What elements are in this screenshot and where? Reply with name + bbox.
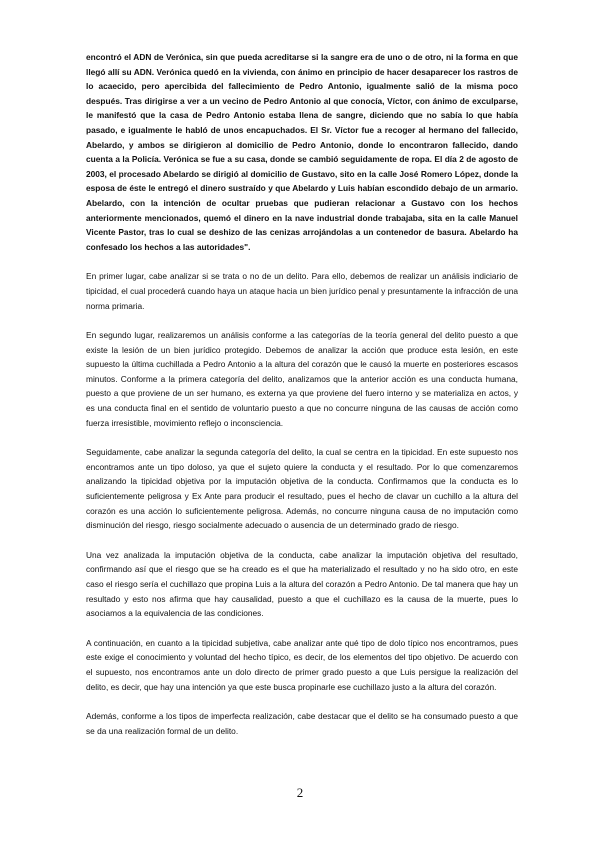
quoted-facts-paragraph: encontró el ADN de Verónica, sin que pueda acreditarse si la sangre era de uno o de otro, ni la forma en que llegó allí su ADN. Verónica quedó en la vivienda, con ánimo en principio de hacer desaparecer los rastros de lo acaecido, pero apercibida del fallecimiento de Pedro Antonio, igualmente salió de la misma poco después. Tras dirigirse a ver a un vecino de Pedro Antonio al que conocía, Víctor, con ánimo de exculparse, le manifestó que la casa de Pedro Antonio estaba llena de sangre, diciendo que no sabía lo que había pasado, e igualmente le habló de unos encapuchados. El Sr. Víctor fue a recoger al hermano del fallecido, Abelardo, y ambos se dirigieron al domicilio de Pedro Antonio, donde lo encontraron fallecido, dando cuenta a la Policía. Verónica se fue a su casa, donde se cambió seguidamente de ropa. El día 2 de agosto de 2003, el procesado Abelardo se dirigió al domicilio de Gustavo, sito en la calle José Romero López, donde la esposa de éste le entregó el dinero sustraído y que Abelardo y Luis habían escondido debajo de un armario. Abelardo, con la intención de ocultar pruebas que pudieran relacionar a Gustavo con los hechos anteriormente mencionados, quemó el dinero en la nave industrial donde trabajaba, sita en la calle Manuel Vicente Pastor, tras lo cual se deshizo de las cenizas arrojándolas a un contenedor de basura. Abelardo ha confesado los hechos a las autoridades". [86,52,518,252]
paragraph-consumacion: Además, conforme a los tipos de imperfecta realización, cabe destacar que el delito se ha consumado puesto a que se da una realización formal de un delito. [86,711,518,736]
paragraph-tipicidad-subjetiva: A continuación, en cuanto a la tipicidad subjetiva, cabe analizar ante qué tipo de dolo típico nos encontramos, pues este exige el conocimiento y voluntad del hecho típico, es decir, de los elementos del tipo objetivo. De acuerdo con el supuesto, nos encontramos ante un dolo directo de primer grado puesto a que Luis persigue la realización del delito, es decir, que hay una intención ya que este busca propinarle ese cuchillazo justo a la altura del corazón. [86,637,518,692]
page-number: 2 [296,785,304,800]
paragraph-tipicidad-objetiva: Seguidamente, cabe analizar la segunda categoría del delito, la cual se centra en la tipicidad. En este supuesto nos encontramos ante un tipo doloso, ya que el sujeto quiere la conducta y el resultado. Por lo que comenzaremos analizando la tipicidad objetiva por la imputación objetiva de la conducta. Confirmamos que la conducta es lo suficientemente peligrosa y Ex Ante para producir el resultado, pues el hecho de clavar un cuchillo a la altura del corazón es una acción lo suficientemente peligrosa. Además, no concurre ninguna causa de no imputación como disminución del riesgo, riesgo socialmente adecuado o ausencia de un determinado grado de riesgo. [86,447,518,531]
body-text [86,50,518,738]
paragraph-indicia-tipicidad: En primer lugar, cabe analizar si se trata o no de un delito. Para ello, debemos de realizar un análisis indiciario de tipicidad, el cual procederá cuando haya un ataque hacia un bien jurídico penal y presuntamente la infracción de una norma primaria. [86,271,518,311]
paragraph-imputacion-resultado: Una vez analizada la imputación objetiva de la conducta, cabe analizar la imputación objetiva del resultado, confirmando así que el riesgo que se ha creado es el que ha materializado el resultado y no ha sido otro, en este caso el riesgo sería el cuchillazo que propina Luis a la altura del corazón a Pedro Antonio. De tal manera que hay un resultado y esto nos afirma que hay causalidad, puesto a que el cuchillazo es la causa de la muerte, pues lo asociamos a la equivalencia de las condiciones. [86,549,518,619]
paragraph-accion: En segundo lugar, realizaremos un análisis conforme a las categorías de la teoría general del delito puesto a que existe la lesión de un bien jurídico protegido. Debemos de analizar la acción que produce esta lesión, en este supuesto la última cuchillada a Pedro Antonio a la altura del corazón que le causó la muerte en posteriores escasos minutos. Conforme a la primera categoría del delito, analizamos que la anterior acción es una conducta humana, puesto a que proviene de un ser humano, es externa ya que proviene del fuero interno y se materializa en actos, y es una conducta final en el sentido de voluntario puesto a que no concurre ninguna de las causas de acción como fuerza irresistible, movimiento reflejo o inconsciencia. [86,330,518,428]
